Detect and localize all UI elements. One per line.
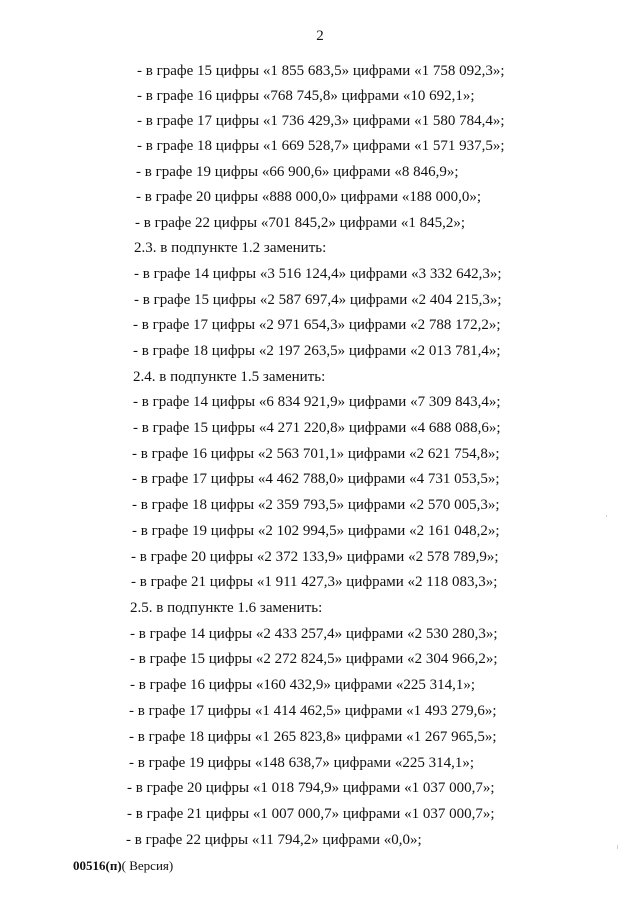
scan-speck [617,845,618,849]
amendment-line: - в графе 15 цифры «4 271 220,8» цифрами «4 688 088,6»; [133,420,501,436]
scan-speck [606,515,607,517]
amendment-line: - в графе 14 цифры «2 433 257,4» цифрами «2 530 280,3»; [130,626,498,642]
amendment-line: - в графе 16 цифры «160 432,9» цифрами «225 314,1»; [130,677,475,693]
amendment-line: - в графе 21 цифры «1 007 000,7» цифрами «1 037 000,7»; [127,806,495,822]
amendment-line: - в графе 19 цифры «148 638,7» цифрами «225 314,1»; [129,755,474,771]
document-code: 00516(п) [73,858,122,873]
amendment-line: - в графе 20 цифры «888 000,0» цифрами «188 000,0»; [136,189,481,205]
amendment-line: - в графе 14 цифры «6 834 921,9» цифрами «7 309 843,4»; [133,394,501,410]
amendment-line: - в графе 20 цифры «1 018 794,9» цифрами «1 037 000,7»; [127,780,495,796]
amendment-line: - в графе 16 цифры «768 745,8» цифрами «10 692,1»; [137,88,475,104]
amendment-line: - в графе 19 цифры «2 102 994,5» цифрами «2 161 048,2»; [132,523,500,539]
amendment-line: - в графе 22 цифры «11 794,2» цифрами «0,0»; [126,832,422,848]
amendment-line: - в графе 15 цифры «2 587 697,4» цифрами «2 404 215,3»; [134,292,502,308]
amendment-line: - в графе 19 цифры «66 900,6» цифрами «8 846,9»; [136,164,459,180]
amendment-line: - в графе 17 цифры «2 971 654,3» цифрами «2 788 172,2»; [133,317,501,333]
amendment-line: - в графе 17 цифры «1 736 429,3» цифрами «1 580 784,4»; [137,113,505,129]
amendment-line: - в графе 15 цифры «2 272 824,5» цифрами «2 304 966,2»; [130,651,498,667]
amendment-line: - в графе 14 цифры «3 516 124,4» цифрами «3 332 642,3»; [134,266,502,282]
page-number: 2 [316,28,324,44]
amendment-line: - в графе 15 цифры «1 855 683,5» цифрами «1 758 092,3»; [137,63,505,79]
amendment-line: - в графе 20 цифры «2 372 133,9» цифрами «2 578 789,9»; [131,549,499,565]
amendment-line: - в графе 17 цифры «1 414 462,5» цифрами «1 493 279,6»; [129,703,497,719]
amendment-line: - в графе 18 цифры «1 265 823,8» цифрами «1 267 965,5»; [129,729,497,745]
amendment-line: - в графе 21 цифры «1 911 427,3» цифрами «2 118 083,3»; [131,574,498,590]
amendment-line: - в графе 16 цифры «2 563 701,1» цифрами «2 621 754,8»; [132,446,500,462]
amendment-line: - в графе 18 цифры «1 669 528,7» цифрами «1 571 937,5»; [137,138,505,154]
amendment-line: - в графе 18 цифры «2 359 793,5» цифрами «2 570 005,3»; [132,497,500,513]
document-version: ( Версия) [121,858,174,873]
amendment-line: - в графе 17 цифры «4 462 788,0» цифрами «4 731 053,5»; [132,471,500,487]
subsection-heading: 2.4. в подпункте 1.5 заменить: [133,369,326,385]
subsection-heading: 2.3. в подпункте 1.2 заменить: [134,240,327,256]
subsection-heading: 2.5. в подпункте 1.6 заменить: [130,600,323,616]
amendment-line: - в графе 22 цифры «701 845,2» цифрами «1 845,2»; [135,215,465,231]
document-footer [73,858,173,874]
amendment-line: - в графе 18 цифры «2 197 263,5» цифрами «2 013 781,4»; [133,343,501,359]
